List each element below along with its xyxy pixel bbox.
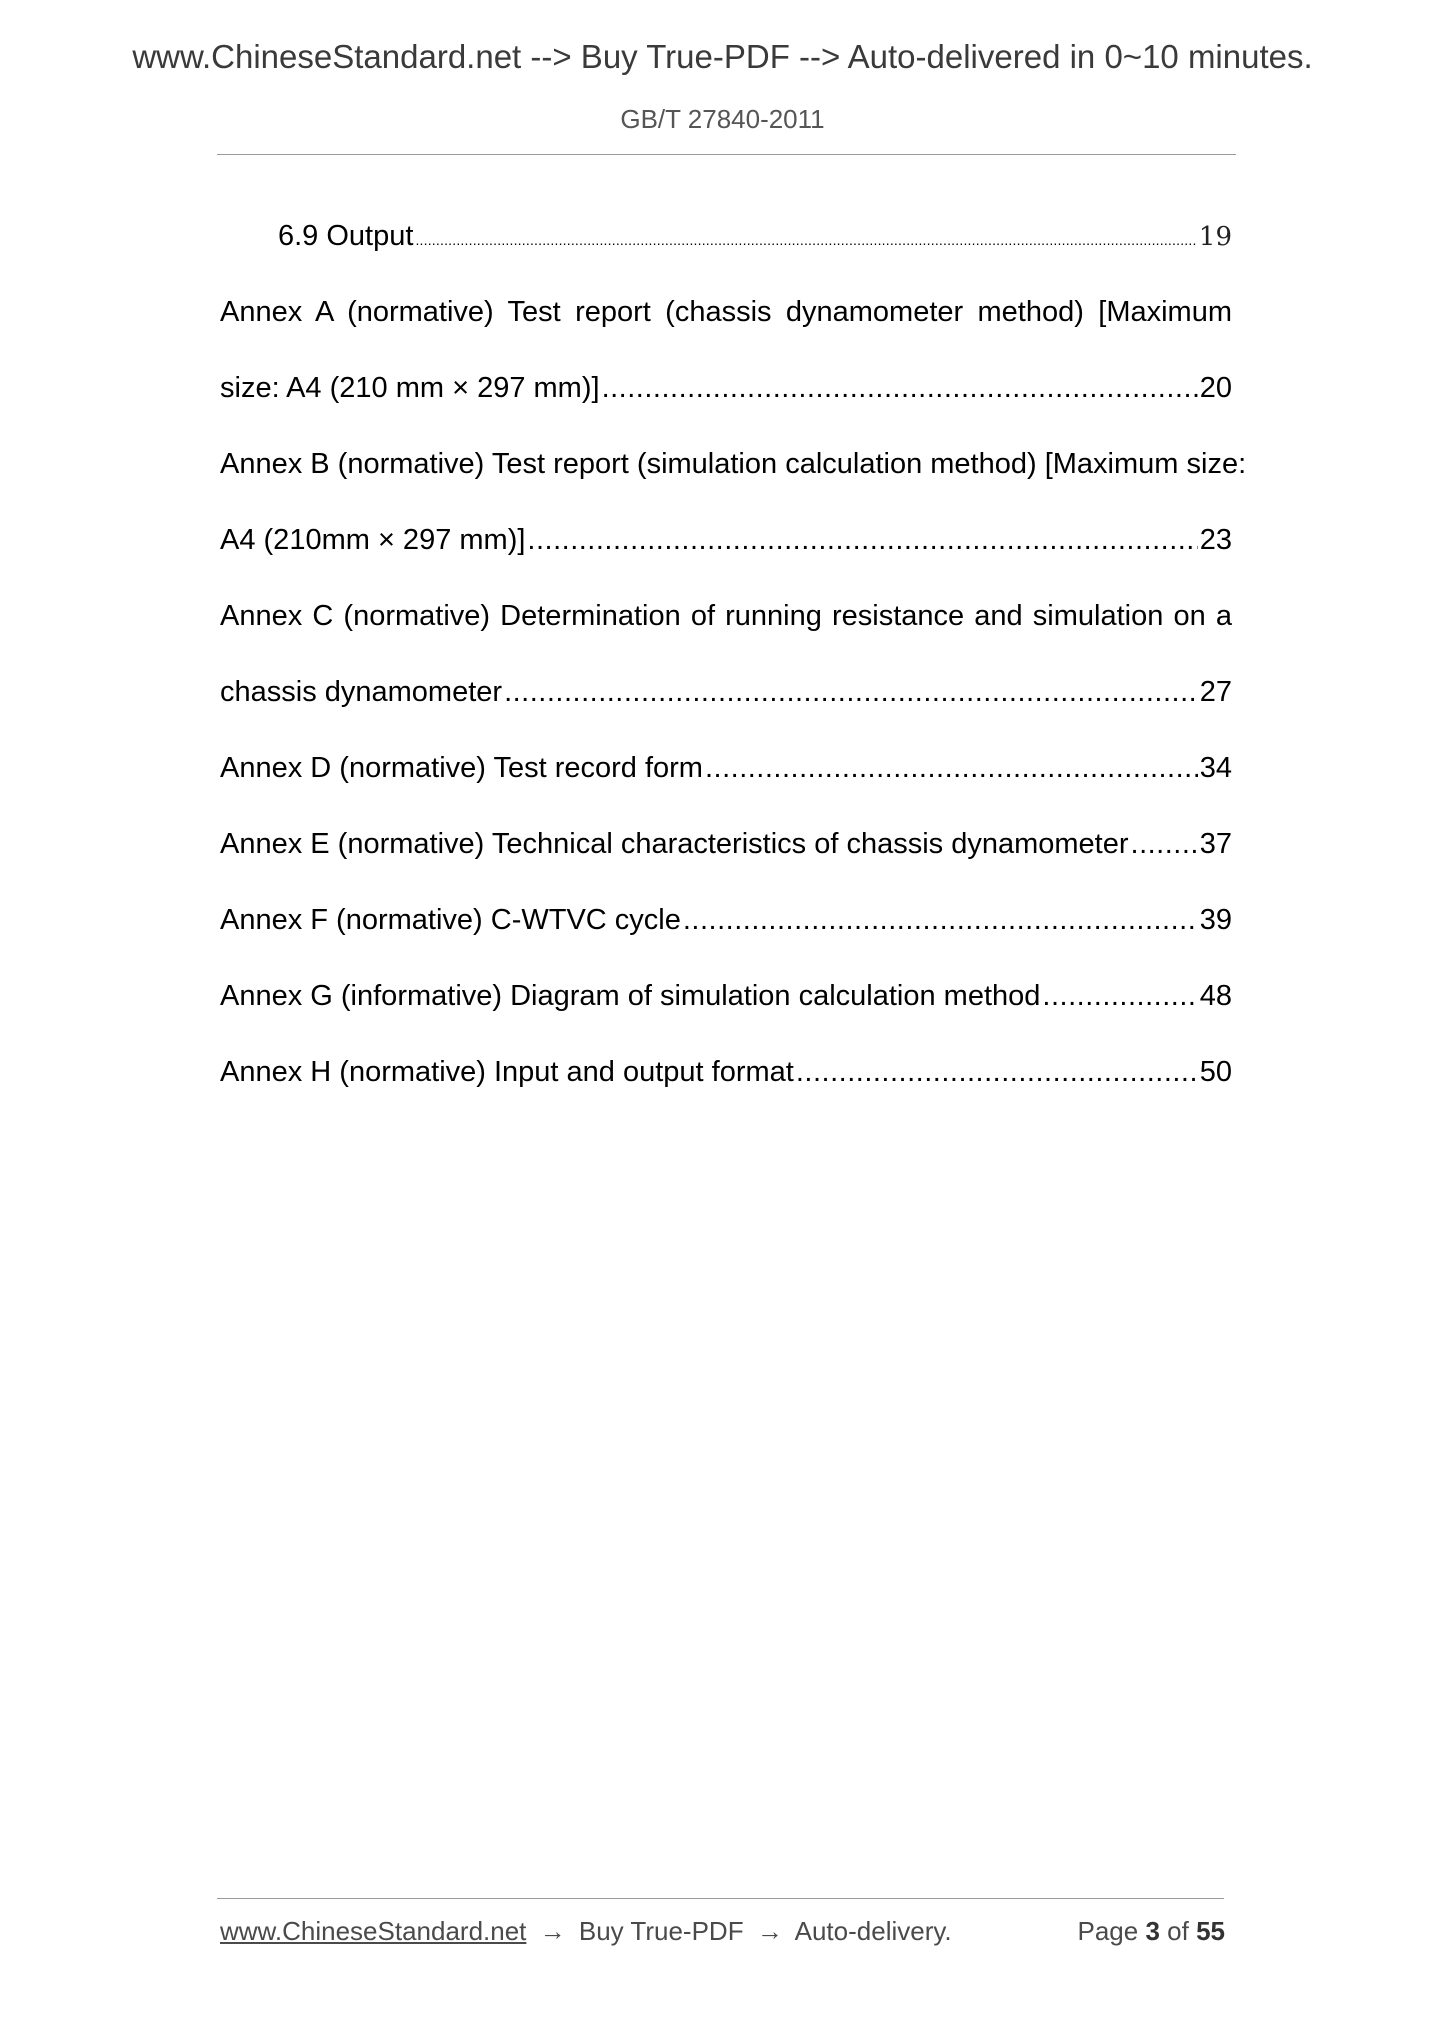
header-divider	[217, 154, 1236, 155]
toc-entry-label: Annex C (normative) Determination of running resistance and simulation on a	[220, 600, 1232, 632]
page-total: 55	[1196, 1916, 1225, 1946]
toc-page-number: 39	[1199, 904, 1232, 936]
toc-entry-annex-b-line2[interactable]	[220, 502, 1232, 578]
footer-divider	[217, 1898, 1224, 1899]
toc-entry-label: Annex F (normative) C-WTVC cycle	[220, 904, 681, 936]
toc-page-number: 48	[1199, 980, 1232, 1012]
page-current: 3	[1145, 1916, 1160, 1946]
toc-entry-label: chassis dynamometer	[220, 676, 503, 708]
of-word: of	[1167, 1916, 1189, 1946]
toc-entry-annex-h[interactable]	[220, 1034, 1232, 1110]
toc-entry-label: Annex G (informative) Diagram of simulation calculation method	[220, 980, 1041, 1012]
page-word: Page	[1077, 1916, 1139, 1946]
toc-page-number: 34	[1199, 752, 1232, 784]
toc-leader-dots	[504, 654, 1198, 730]
toc-entry-annex-a-line2[interactable]	[220, 350, 1232, 426]
toc-leader-dots	[602, 350, 1198, 426]
page-footer	[220, 1916, 1225, 1947]
site-banner: www.ChineseStandard.net --> Buy True-PDF --> Auto-delivered in 0~10 minutes.	[132, 38, 1313, 75]
toc-entry-label: Annex H (normative) Input and output format	[220, 1056, 794, 1088]
toc-page-number: 37	[1199, 828, 1232, 860]
footer-delivery-text: Auto-delivery.	[794, 1916, 952, 1946]
arrow-right-icon: →	[539, 1916, 566, 1946]
toc-leader-dots	[796, 1034, 1198, 1110]
toc-leader-dots	[1042, 958, 1197, 1034]
footer-site-link[interactable]: www.ChineseStandard.net	[220, 1916, 527, 1946]
toc-leader-dots	[1131, 806, 1198, 882]
page-indicator	[1077, 1916, 1225, 1947]
toc-entry-label: 6.9 Output	[278, 220, 414, 252]
toc-page-number: 23	[1199, 524, 1232, 556]
toc-leader-dots	[705, 730, 1198, 806]
toc-page-number: 19	[1198, 222, 1232, 252]
arrow-right-icon: →	[756, 1916, 783, 1946]
toc-entry-annex-c-line2[interactable]	[220, 654, 1232, 730]
footer-buy-text: Buy True-PDF	[578, 1916, 744, 1946]
toc-entry-annex-g[interactable]	[220, 958, 1232, 1034]
toc-entry-annex-c-line1[interactable]	[220, 578, 1232, 654]
toc-page-number: 50	[1199, 1056, 1232, 1088]
toc-entry-annex-e[interactable]	[220, 806, 1232, 882]
toc-page-number: 20	[1199, 372, 1232, 404]
toc-entry-label: Annex A (normative) Test report (chassis dynamometer method) [Maximum	[220, 296, 1232, 328]
toc-leader-dots	[527, 502, 1197, 578]
toc-entry-label: A4 (210mm × 297 mm)]	[220, 524, 526, 556]
toc-leader-dots	[683, 882, 1198, 958]
toc-entry-label: Annex E (normative) Technical characteristics of chassis dynamometer	[220, 828, 1129, 860]
toc-page-number: 27	[1199, 676, 1232, 708]
toc-entry-label: Annex B (normative) Test report (simulation calculation method) [Maximum size:	[220, 448, 1247, 480]
toc-entry-annex-a-line1[interactable]	[220, 274, 1232, 350]
toc-entry-label: size: A4 (210 mm × 297 mm)]	[220, 372, 600, 404]
toc-entry-annex-d[interactable]	[220, 730, 1232, 806]
toc-entry-annex-f[interactable]	[220, 882, 1232, 958]
toc-entry-6-9-output[interactable]	[220, 198, 1232, 274]
toc-entry-annex-b-line1[interactable]	[220, 426, 1247, 502]
standard-code: GB/T 27840-2011	[620, 104, 825, 134]
toc-entry-label: Annex D (normative) Test record form	[220, 752, 703, 784]
table-of-contents	[220, 198, 1247, 1110]
toc-leader-dots	[415, 202, 1196, 278]
